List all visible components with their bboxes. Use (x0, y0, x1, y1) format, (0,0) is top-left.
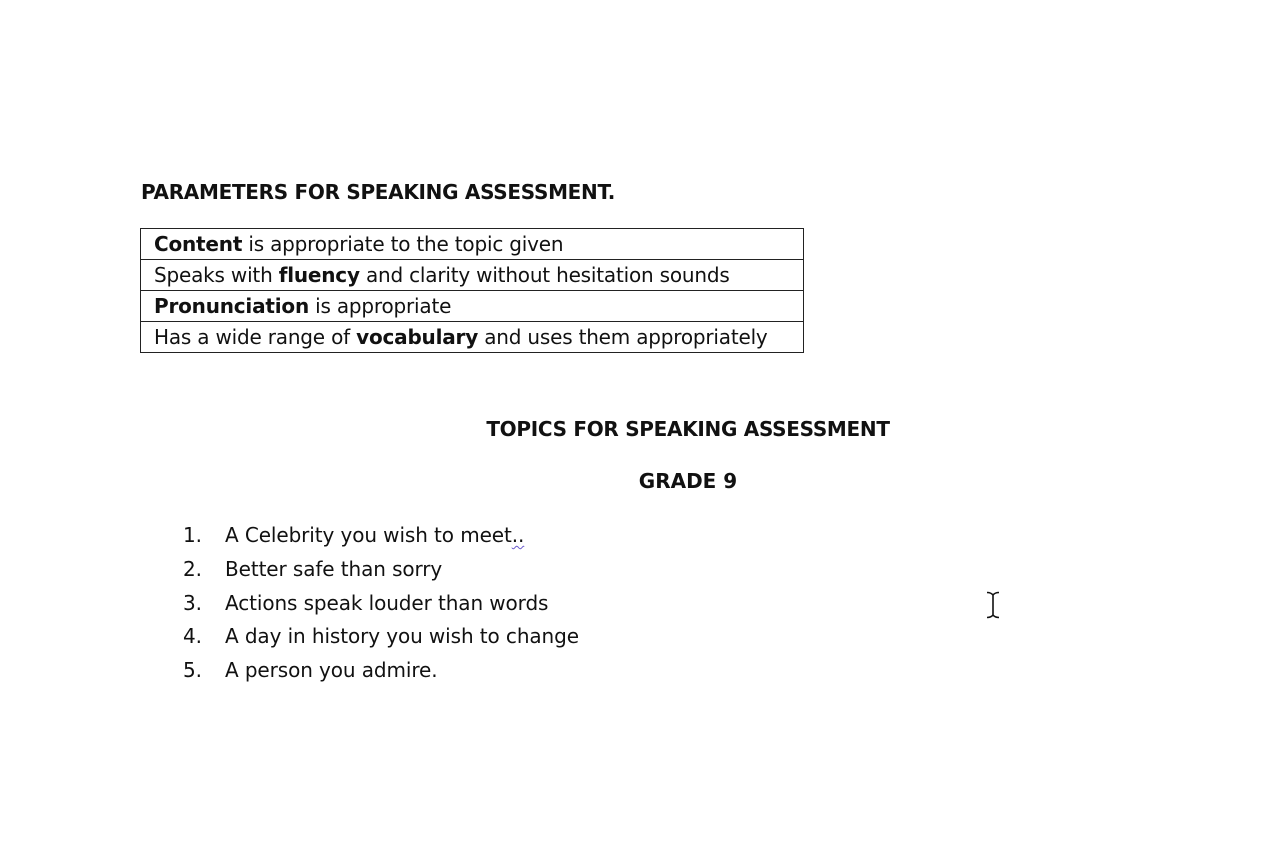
table-row (141, 322, 804, 353)
list-number: 3. (183, 590, 202, 615)
parameter-cell-content (141, 229, 804, 260)
topic-text: A person you admire. (225, 658, 438, 683)
parameter-keyword: vocabulary (356, 325, 479, 349)
list-item (183, 588, 579, 622)
spelling-flag[interactable]: .. (511, 523, 525, 547)
parameter-cell-vocabulary (141, 322, 804, 353)
parameter-text: Speaks with (154, 263, 279, 287)
topics-heading: TOPICS FOR SPEAKING ASSESSMENT (486, 417, 890, 441)
parameter-keyword: Content (154, 232, 243, 256)
grade-heading: GRADE 9 (638, 469, 738, 493)
topic-text: A day in history you wish to change (225, 624, 579, 649)
parameter-keyword: Pronunciation (154, 294, 309, 318)
text-cursor-icon (984, 591, 1002, 619)
parameter-text: and uses them appropriately (478, 325, 768, 349)
topic-text: Better safe than sorry (225, 556, 443, 581)
list-item (183, 554, 579, 588)
list-number: 1. (183, 523, 202, 547)
parameter-text: and clarity without hesitation sounds (359, 263, 730, 287)
list-number: 5. (183, 658, 202, 683)
topic-text: A Celebrity you wish to meet (225, 523, 512, 547)
parameter-keyword: fluency (278, 263, 360, 287)
table-row (141, 260, 804, 291)
list-item (183, 520, 579, 554)
topic-text: Actions speak louder than words (225, 590, 549, 615)
parameters-heading: PARAMETERS FOR SPEAKING ASSESSMENT. (141, 180, 616, 204)
parameter-text: is appropriate (308, 294, 452, 318)
topics-list (183, 520, 579, 689)
list-number: 4. (183, 624, 202, 649)
parameter-text: is appropriate to the topic given (242, 232, 564, 256)
parameter-text: Has a wide range of (154, 325, 357, 349)
list-item (183, 655, 579, 689)
list-number: 2. (183, 556, 202, 581)
list-item (183, 621, 579, 655)
parameters-table (140, 228, 804, 353)
table-row (141, 229, 804, 260)
parameter-cell-fluency (141, 260, 804, 291)
table-row (141, 291, 804, 322)
parameter-cell-pronunciation (141, 291, 804, 322)
